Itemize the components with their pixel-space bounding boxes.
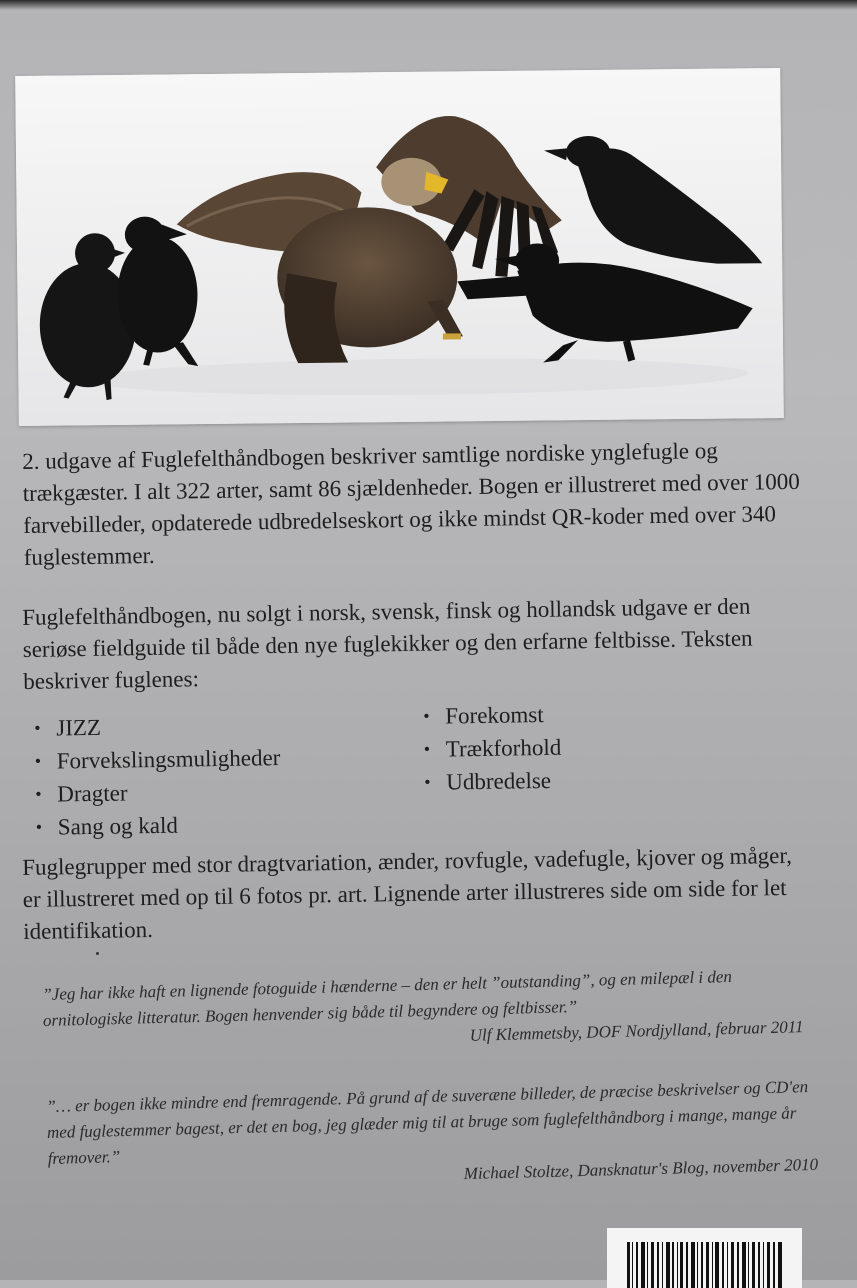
list-item: • Dragter — [29, 774, 281, 811]
print-mark — [96, 952, 99, 955]
list-item: • Udbredelse — [418, 764, 562, 799]
review-quote-1 — [42, 962, 804, 1060]
list-item: • Forekomst — [417, 698, 561, 733]
feature-list-left — [28, 708, 282, 844]
list-item: • JIZZ — [28, 708, 280, 745]
quote-attribution: Ulf Klemmetsby, DOF Nordjylland, februar 2011 — [469, 1017, 804, 1045]
description-paragraph-3: Fuglegrupper med stor dragtvariation, ænder, rovfugle, vadefugle, kjover og måger, er illustreret med op til 6 fotos pr. art. Lignende arter illustreres side om side for let identifikation. — [22, 842, 793, 944]
quote-attribution: Michael Stoltze, Dansknatur's Blog, november 2010 — [463, 1154, 819, 1184]
top-edge-shadow — [0, 0, 857, 10]
quote-text: ”… er bogen ikke mindre end fremragende. På grund af de suveræne billeder, de præcise beskrivelser og CD'en med fuglestemmer bagest, er det en bog, jeg glæder mig til at bruge som fuglefelthåndborg i mange, mange år fremover.” — [46, 1077, 809, 1168]
list-item: • Sang og kald — [30, 807, 282, 844]
description-paragraph-2: Fuglefelthåndbogen, nu solgt i norsk, svensk, finsk og hollandsk udgave er den seriøse fieldguide til både den nye fuglekikker og den erfarne feltbisse. Teksten beskriver fuglenes: — [22, 593, 753, 694]
barcode — [607, 1228, 802, 1288]
review-quote-2 — [46, 1074, 818, 1198]
eagle-ravens-illustration — [15, 68, 784, 426]
feature-list-right — [417, 698, 562, 799]
quote-text: ”Jeg har ikke haft en lignende fotoguide i hænderne – den er helt ”outstanding”, og en milepæl i den ornitologiske litteratur. Bogen henvender sig både til begyndere og feltbisser.” — [42, 966, 733, 1030]
description-paragraph-1: 2. udgave af Fuglefelthåndbogen beskriver samtlige nordiske ynglefugle og trækgæster. I alt 322 arter, samt 86 sjældenheder. Bogen er illustreret med over 1000 farvebilleder, opdaterede udbredelseskort og ikke mindst QR-koder med over 340 fuglestemmer. — [22, 438, 800, 570]
barcode-bars — [607, 1228, 802, 1288]
list-item: • Trækforhold — [418, 731, 562, 766]
cover-photo — [15, 68, 784, 426]
list-item: • Forvekslingsmuligheder — [29, 741, 281, 778]
